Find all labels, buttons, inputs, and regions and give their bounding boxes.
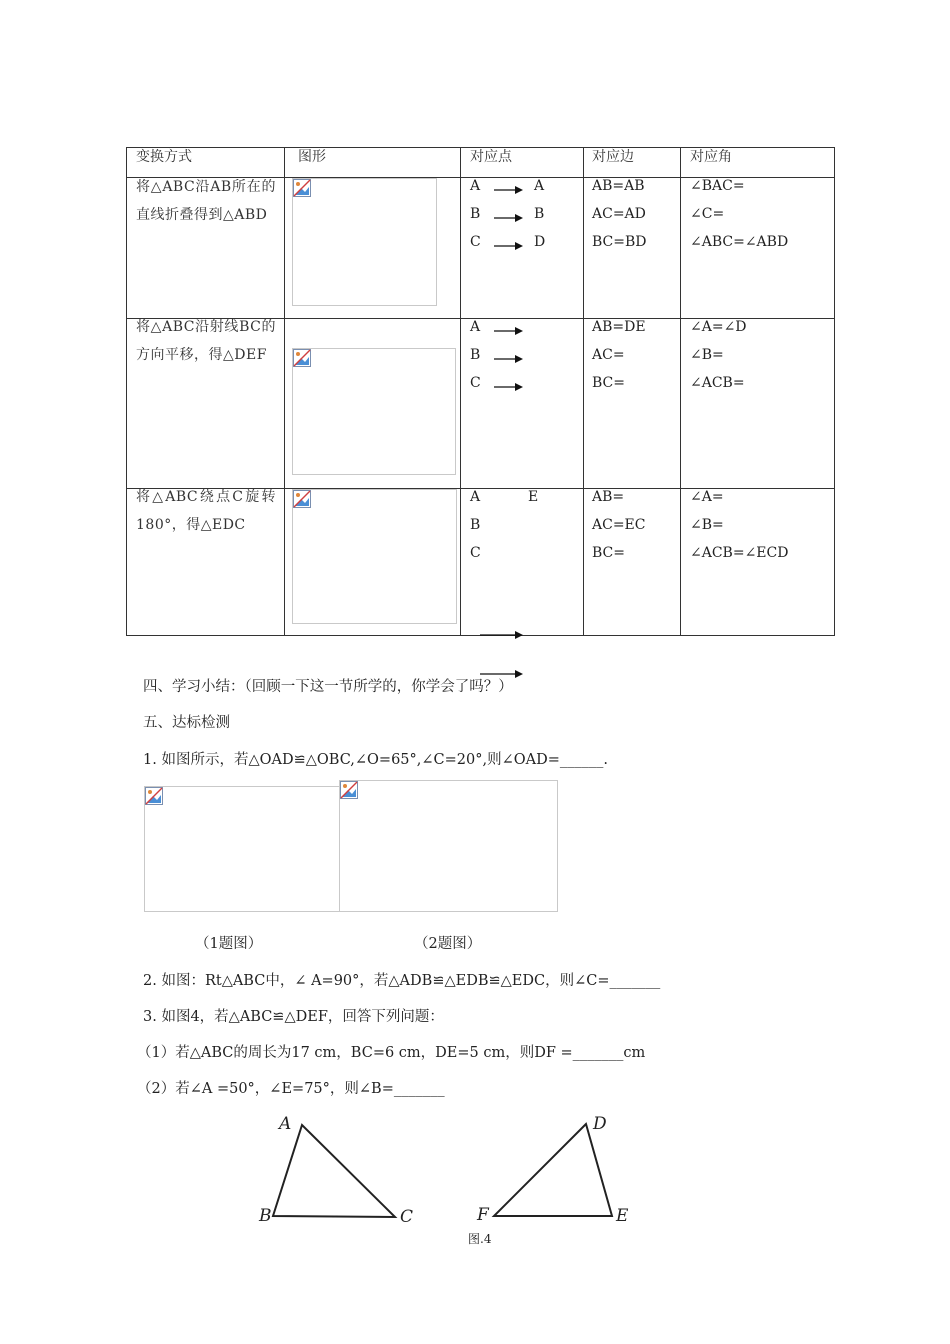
- row2-side: AB=DE: [592, 319, 646, 335]
- row3-point-from: B: [470, 517, 481, 533]
- row2-angle: ∠A=∠D: [690, 319, 747, 335]
- table-col-divider: [460, 147, 461, 636]
- vertex-label-d: D: [593, 1114, 607, 1134]
- broken-image-icon: [293, 490, 311, 508]
- table-col-divider: [583, 147, 584, 636]
- figure-4-caption: 图.4: [468, 1232, 492, 1246]
- row3-point-from: A: [470, 489, 481, 505]
- question-2: 2. 如图：Rt△ABC中，∠ A=90°，若△ADB≌△EDB≌△EDC，则∠C=_______: [143, 973, 661, 989]
- q1-figure-caption: （1题图）: [195, 936, 263, 952]
- vertex-label-c: C: [400, 1207, 414, 1227]
- row3-side: AC=EC: [592, 517, 646, 533]
- row2-point-from: B: [470, 347, 481, 363]
- broken-image-icon: [293, 349, 311, 367]
- row3-angle: ∠B=: [690, 517, 724, 533]
- triangle-def: [494, 1124, 612, 1216]
- arrow-right-icon: [494, 382, 524, 392]
- row3-point-from: C: [470, 545, 481, 561]
- arrow-right-icon: [494, 185, 524, 195]
- row2-side: BC=: [592, 375, 625, 391]
- row2-method: 将△ABC沿射线BC的方向平移，得△DEF: [136, 319, 276, 363]
- arrow-right-icon: [494, 213, 524, 223]
- section5-heading: 五、达标检测: [143, 715, 230, 731]
- table-border-left: [126, 147, 127, 636]
- broken-image-icon: [340, 781, 358, 799]
- vertex-label-b: B: [259, 1206, 272, 1226]
- header-method: 变换方式: [136, 149, 192, 165]
- vertex-label-a: A: [279, 1114, 292, 1134]
- arrow-right-icon: [480, 630, 524, 640]
- question-1: 1. 如图所示，若△OAD≌△OBC,∠O=65°,∠C=20°,则∠OAD=______.: [143, 752, 608, 768]
- transform-table: [126, 147, 835, 636]
- header-points: 对应点: [470, 149, 512, 165]
- table-border-right: [834, 147, 835, 636]
- row2-angle: ∠B=: [690, 347, 724, 363]
- figure-4-triangles: [255, 1110, 635, 1230]
- arrow-right-icon: [494, 326, 524, 336]
- row3-angle: ∠A=: [690, 489, 724, 505]
- row1-point-from: A: [470, 178, 481, 194]
- table-col-divider: [680, 147, 681, 636]
- question-3-part-2: （2）若∠A =50°，∠E=75°，则∠B=_______: [137, 1081, 445, 1097]
- row1-angle: ∠ABC=∠ABD: [690, 234, 789, 250]
- row2-side: AC=: [592, 347, 625, 363]
- header-sides: 对应边: [592, 149, 634, 165]
- table-col-divider: [284, 147, 285, 636]
- row3-method: 将△ABC绕点C旋转180°，得△EDC: [136, 489, 276, 533]
- section4-summary: 四、学习小结：（回顾一下这一节所学的，你学会了吗？）: [143, 679, 513, 695]
- row3-angle: ∠ACB=∠ECD: [690, 545, 789, 561]
- question-3: 3. 如图4，若△ABC≌△DEF，回答下列问题：: [143, 1009, 444, 1025]
- q2-figure-caption: （2题图）: [414, 936, 482, 952]
- row3-figure-image: [292, 489, 457, 624]
- row1-side: AC=AD: [592, 206, 646, 222]
- header-figure: 图形: [298, 149, 326, 165]
- arrow-right-icon: [494, 354, 524, 364]
- vertex-label-f: F: [477, 1205, 489, 1225]
- header-angles: 对应角: [690, 149, 732, 165]
- row1-point-to: B: [534, 206, 545, 222]
- triangle-abc: [273, 1125, 395, 1217]
- row2-point-from: A: [470, 319, 481, 335]
- row1-point-to: A: [534, 178, 545, 194]
- row3-side: AB=: [592, 489, 625, 505]
- row1-side: BC=BD: [592, 234, 647, 250]
- row1-point-from: B: [470, 206, 481, 222]
- row3-side: BC=: [592, 545, 625, 561]
- broken-image-icon: [293, 179, 311, 197]
- question-3-part-1: （1）若△ABC的周长为17 cm，BC=6 cm，DE=5 cm，则DF =_______cm: [137, 1045, 646, 1061]
- broken-image-icon: [145, 787, 163, 805]
- arrow-right-icon: [494, 241, 524, 251]
- row2-point-from: C: [470, 375, 481, 391]
- row1-angle: ∠C=: [690, 206, 725, 222]
- q2-figure-image: [339, 780, 558, 912]
- row1-figure-image: [292, 178, 437, 306]
- row3-point-to: E: [528, 489, 539, 505]
- row1-side: AB=AB: [592, 178, 645, 194]
- vertex-label-e: E: [616, 1206, 629, 1226]
- row1-point-from: C: [470, 234, 481, 250]
- row2-angle: ∠ACB=: [690, 375, 745, 391]
- q1-figure-image: [144, 786, 341, 912]
- row2-figure-image: [292, 348, 456, 475]
- row1-point-to: D: [534, 234, 546, 250]
- row1-method: 将△ABC沿AB所在的直线折叠得到△ABD: [136, 179, 276, 223]
- row1-angle: ∠BAC=: [690, 178, 745, 194]
